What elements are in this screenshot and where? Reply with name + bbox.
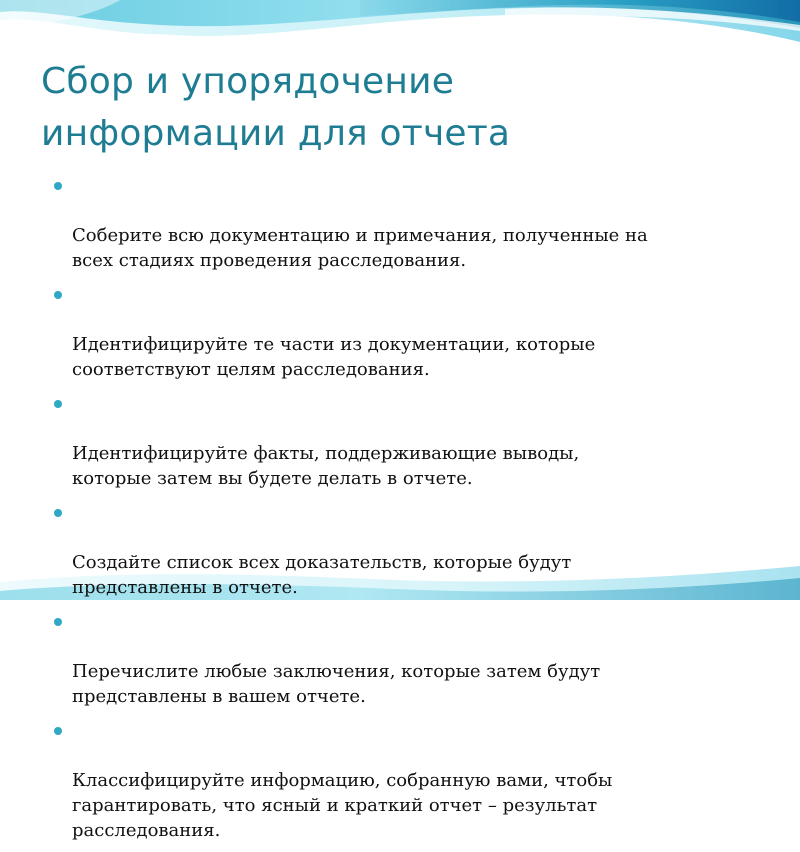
bullet-item-6: [47, 718, 737, 843]
bullet-text: Создайте список всех доказательств, которые будут представлены в отчете.: [72, 552, 572, 598]
bullet-text: Соберите всю документацию и примечания, полученные на всех стадиях проведения расследования.: [72, 225, 648, 271]
bullet-dot-icon: [54, 400, 62, 408]
bullet-text: Идентифицируйте факты, поддерживающие выводы, которые затем вы будете делать в отчете.: [72, 443, 580, 489]
wave-highlight-left: [0, 34, 205, 58]
bullet-list: [47, 173, 737, 852]
bullet-item-2: [47, 282, 737, 382]
page-title: [41, 56, 741, 160]
bullet-dot-icon: [54, 291, 62, 299]
bullet-text: Перечислите любые заключения, которые затем будут представлены в вашем отчете.: [72, 661, 601, 707]
bullet-dot-icon: [54, 727, 62, 735]
bullet-item-1: [47, 173, 737, 273]
bullet-item-4: [47, 500, 737, 600]
bullet-dot-icon: [54, 509, 62, 517]
bullet-item-3: [47, 391, 737, 491]
bullet-dot-icon: [54, 182, 62, 190]
bullet-text: Идентифицируйте те части из документации, которые соответствуют целям расследования.: [72, 334, 596, 380]
title-line-1: Сбор и упорядочение: [41, 61, 455, 102]
bullet-text: Классифицируйте информацию, собранную вами, чтобы гарантировать, что ясный и краткий отчет – результат расследования.: [72, 770, 613, 841]
bullet-item-5: [47, 609, 737, 709]
title-line-2: информации для отчета: [41, 113, 511, 154]
bullet-dot-icon: [54, 618, 62, 626]
